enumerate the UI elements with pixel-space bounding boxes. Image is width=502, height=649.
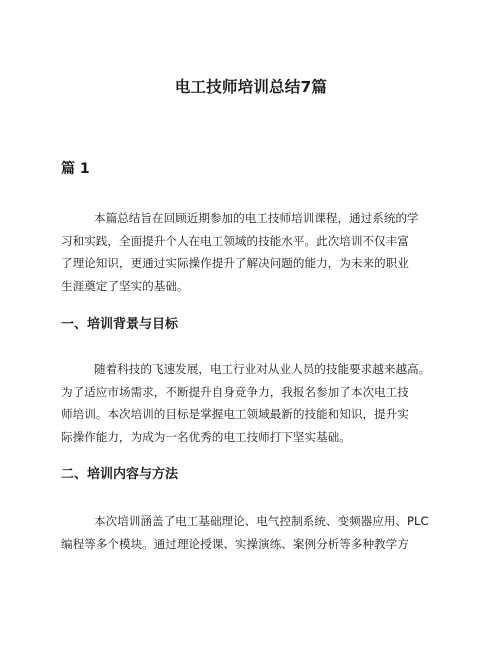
section-heading: 篇 1 [61,161,90,177]
paragraph-line: 习和实践，全面提升个人在电工领域的技能水平。此次培训不仅丰富 [61,233,409,248]
paragraph-line: 生涯奠定了坚实的基础。 [61,279,189,294]
part1-heading: 一、培训背景与目标 [61,317,179,332]
part2-paragraph [61,510,461,555]
paragraph-line: 际操作能力，为成为一名优秀的电工技师打下坚实基础。 [61,430,351,445]
paragraph-line: 本次培训涵盖了电工基础理论、电气控制系统、变频器应用、PLC [94,514,429,528]
paragraph-line: 了理论知识，更通过实际操作提升了解决问题的能力，为未来的职业 [61,256,409,271]
intro-paragraph [61,207,461,298]
paragraph-line: 编程等多个模块。通过理论授课、实操演练、案例分析等多种教学方 [61,536,409,551]
part2-heading: 二、培训内容与方法 [61,467,179,482]
paragraph-line: 为了适应市场需求，不断提升自身竞争力，我报名参加了本次电工技 [61,384,409,399]
paragraph-line: 师培训。本次培训的目标是掌握电工领域最新的技能和知识，提升实 [61,407,409,422]
part1-paragraph [61,358,461,449]
paragraph-line: 本篇总结旨在回顾近期参加的电工技师培训课程，通过系统的学 [94,211,419,225]
document-title: 电工技师培训总结7篇 [174,78,328,96]
paragraph-line: 随着科技的飞速发展，电工行业对从业人员的技能要求越来越高。 [94,362,431,376]
